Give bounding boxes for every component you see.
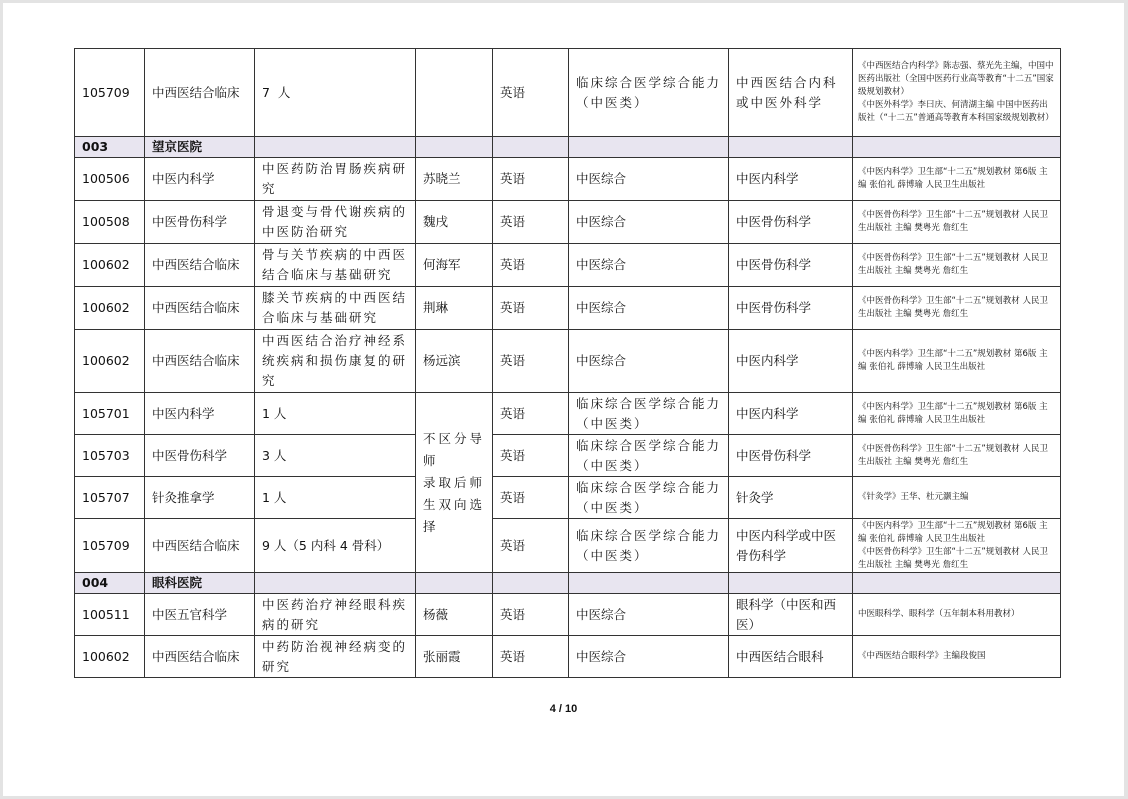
retest-subject: 中医内科学或中医骨伤科学 bbox=[729, 519, 853, 573]
table-row bbox=[75, 201, 1061, 244]
foreign-language: 英语 bbox=[493, 636, 569, 678]
research-direction: 骨退变与骨代谢疾病的中医防治研究 bbox=[255, 201, 416, 244]
retest-subject: 眼科学（中医和西医） bbox=[729, 594, 853, 636]
exam-subject: 中医综合 bbox=[569, 287, 729, 330]
research-direction: 中西医结合治疗神经系统疾病和损伤康复的研究 bbox=[255, 330, 416, 393]
foreign-language: 英语 bbox=[493, 244, 569, 287]
exam-subject: 临床综合医学综合能力（中医类） bbox=[569, 393, 729, 435]
advisor-name bbox=[416, 49, 493, 137]
enrollment-table bbox=[74, 48, 1061, 678]
table-row bbox=[75, 287, 1061, 330]
major-name: 中医骨伤科学 bbox=[145, 435, 255, 477]
major-name: 针灸推拿学 bbox=[145, 477, 255, 519]
document-page bbox=[3, 3, 1124, 796]
major-name: 中西医结合临床 bbox=[145, 244, 255, 287]
reference-books: 《中医内科学》卫生部“十二五”规划教材 第6版 主编 张伯礼 薛博瑜 人民卫生出版社 bbox=[853, 330, 1061, 393]
research-direction: 膝关节疾病的中西医结合临床与基础研究 bbox=[255, 287, 416, 330]
major-name: 中西医结合临床 bbox=[145, 519, 255, 573]
retest-subject: 中医内科学 bbox=[729, 330, 853, 393]
exam-subject: 中医综合 bbox=[569, 244, 729, 287]
section-code: 003 bbox=[75, 137, 145, 158]
major-name: 中医五官科学 bbox=[145, 594, 255, 636]
exam-subject: 临床综合医学综合能力（中医类） bbox=[569, 477, 729, 519]
exam-subject: 临床综合医学综合能力（中医类） bbox=[569, 519, 729, 573]
major-name: 中西医结合临床 bbox=[145, 636, 255, 678]
reference-books: 《中医骨伤科学》卫生部“十二五”规划教材 人民卫生出版社 主编 樊粤光 詹红生 bbox=[853, 244, 1061, 287]
section-name: 望京医院 bbox=[145, 137, 255, 158]
foreign-language: 英语 bbox=[493, 393, 569, 435]
table-row bbox=[75, 594, 1061, 636]
retest-subject: 针灸学 bbox=[729, 477, 853, 519]
major-code: 105701 bbox=[75, 393, 145, 435]
page-number: 4 / 10 bbox=[549, 703, 578, 715]
major-name: 中医骨伤科学 bbox=[145, 201, 255, 244]
reference-books: 《针灸学》王华、杜元灏主编 bbox=[853, 477, 1061, 519]
exam-subject: 临床综合医学综合能力（中医类） bbox=[569, 435, 729, 477]
table-row bbox=[75, 244, 1061, 287]
advisor-name: 荆琳 bbox=[416, 287, 493, 330]
enrollment-count: 1 人 bbox=[255, 393, 416, 435]
retest-subject: 中医骨伤科学 bbox=[729, 201, 853, 244]
major-code: 100602 bbox=[75, 330, 145, 393]
section-name: 眼科医院 bbox=[145, 573, 255, 594]
enrollment-count: 9 人（5 内科 4 骨科） bbox=[255, 519, 416, 573]
retest-subject: 中医骨伤科学 bbox=[729, 244, 853, 287]
advisor-name: 苏晓兰 bbox=[416, 158, 493, 201]
exam-subject: 中医综合 bbox=[569, 158, 729, 201]
major-code: 100508 bbox=[75, 201, 145, 244]
research-direction: 骨与关节疾病的中西医结合临床与基础研究 bbox=[255, 244, 416, 287]
table-row bbox=[75, 330, 1061, 393]
advisor-name: 何海军 bbox=[416, 244, 493, 287]
foreign-language: 英语 bbox=[493, 435, 569, 477]
advisor-note-text: 不区分导师 录取后师生双向选择 bbox=[423, 430, 486, 534]
major-code: 100506 bbox=[75, 158, 145, 201]
table-row bbox=[75, 393, 1061, 435]
foreign-language: 英语 bbox=[493, 330, 569, 393]
foreign-language: 英语 bbox=[493, 201, 569, 244]
enrollment-count: 3 人 bbox=[255, 435, 416, 477]
enrollment-count: 1 人 bbox=[255, 477, 416, 519]
merged-advisor-note bbox=[416, 393, 493, 573]
foreign-language: 英语 bbox=[493, 49, 569, 137]
major-name: 中西医结合临床 bbox=[145, 287, 255, 330]
table-row bbox=[75, 49, 1061, 137]
retest-subject: 中医骨伤科学 bbox=[729, 287, 853, 330]
reference-books: 《中医骨伤科学》卫生部“十二五”规划教材 人民卫生出版社 主编 樊粤光 詹红生 bbox=[853, 435, 1061, 477]
major-code: 100602 bbox=[75, 636, 145, 678]
exam-subject: 中医综合 bbox=[569, 201, 729, 244]
reference-books: 《中医内科学》卫生部“十二五”规划教材 第6版 主编 张伯礼 薛博瑜 人民卫生出版社 《中医骨伤科学》卫生部“十二五”规划教材 人民卫生出版社 主编 樊粤光 詹红生 bbox=[853, 519, 1061, 573]
major-code: 105709 bbox=[75, 519, 145, 573]
research-direction: 7 人 bbox=[255, 49, 416, 137]
reference-books: 《中医骨伤科学》卫生部“十二五”规划教材 人民卫生出版社 主编 樊粤光 詹红生 bbox=[853, 287, 1061, 330]
advisor-name: 杨薇 bbox=[416, 594, 493, 636]
advisor-name: 杨远滨 bbox=[416, 330, 493, 393]
table-row bbox=[75, 477, 1061, 519]
reference-books: 中医眼科学、眼科学（五年制本科用教材） bbox=[853, 594, 1061, 636]
exam-subject: 中医综合 bbox=[569, 636, 729, 678]
table-row bbox=[75, 519, 1061, 573]
major-code: 105707 bbox=[75, 477, 145, 519]
exam-subject: 中医综合 bbox=[569, 594, 729, 636]
major-name: 中医内科学 bbox=[145, 158, 255, 201]
major-name: 中医内科学 bbox=[145, 393, 255, 435]
foreign-language: 英语 bbox=[493, 594, 569, 636]
section-code: 004 bbox=[75, 573, 145, 594]
advisor-name: 张丽霞 bbox=[416, 636, 493, 678]
reference-books: 《中西医结合内科学》陈志强、蔡光先主编，中国中医药出版社（全国中医药行业高等教育“十二五”国家级规划教材） 《中医外科学》李曰庆、何清湖主编 中国中医药出版社（“十二五”普通高等教育本科国家级规划教材） bbox=[853, 49, 1061, 137]
table-row bbox=[75, 435, 1061, 477]
foreign-language: 英语 bbox=[493, 158, 569, 201]
table-row bbox=[75, 636, 1061, 678]
major-code: 105709 bbox=[75, 49, 145, 137]
retest-subject: 中西医结合内科或中医外科学 bbox=[729, 49, 853, 137]
retest-subject: 中医内科学 bbox=[729, 158, 853, 201]
retest-subject: 中医内科学 bbox=[729, 393, 853, 435]
foreign-language: 英语 bbox=[493, 519, 569, 573]
reference-books: 《中医内科学》卫生部“十二五”规划教材 第6版 主编 张伯礼 薛博瑜 人民卫生出版社 bbox=[853, 158, 1061, 201]
major-code: 100511 bbox=[75, 594, 145, 636]
retest-subject: 中医骨伤科学 bbox=[729, 435, 853, 477]
reference-books: 《中西医结合眼科学》主编段俊国 bbox=[853, 636, 1061, 678]
foreign-language: 英语 bbox=[493, 287, 569, 330]
advisor-name: 魏戌 bbox=[416, 201, 493, 244]
retest-subject: 中西医结合眼科 bbox=[729, 636, 853, 678]
foreign-language: 英语 bbox=[493, 477, 569, 519]
section-header bbox=[75, 137, 1061, 158]
major-name: 中西医结合临床 bbox=[145, 49, 255, 137]
major-name: 中西医结合临床 bbox=[145, 330, 255, 393]
major-code: 100602 bbox=[75, 287, 145, 330]
reference-books: 《中医骨伤科学》卫生部“十二五”规划教材 人民卫生出版社 主编 樊粤光 詹红生 bbox=[853, 201, 1061, 244]
exam-subject: 中医综合 bbox=[569, 330, 729, 393]
major-code: 100602 bbox=[75, 244, 145, 287]
reference-books: 《中医内科学》卫生部“十二五”规划教材 第6版 主编 张伯礼 薛博瑜 人民卫生出版社 bbox=[853, 393, 1061, 435]
exam-subject: 临床综合医学综合能力（中医类） bbox=[569, 49, 729, 137]
research-direction: 中医药防治胃肠疾病研究 bbox=[255, 158, 416, 201]
research-direction: 中药防治视神经病变的研究 bbox=[255, 636, 416, 678]
table-row bbox=[75, 158, 1061, 201]
research-direction: 中医药治疗神经眼科疾病的研究 bbox=[255, 594, 416, 636]
section-header bbox=[75, 573, 1061, 594]
major-code: 105703 bbox=[75, 435, 145, 477]
